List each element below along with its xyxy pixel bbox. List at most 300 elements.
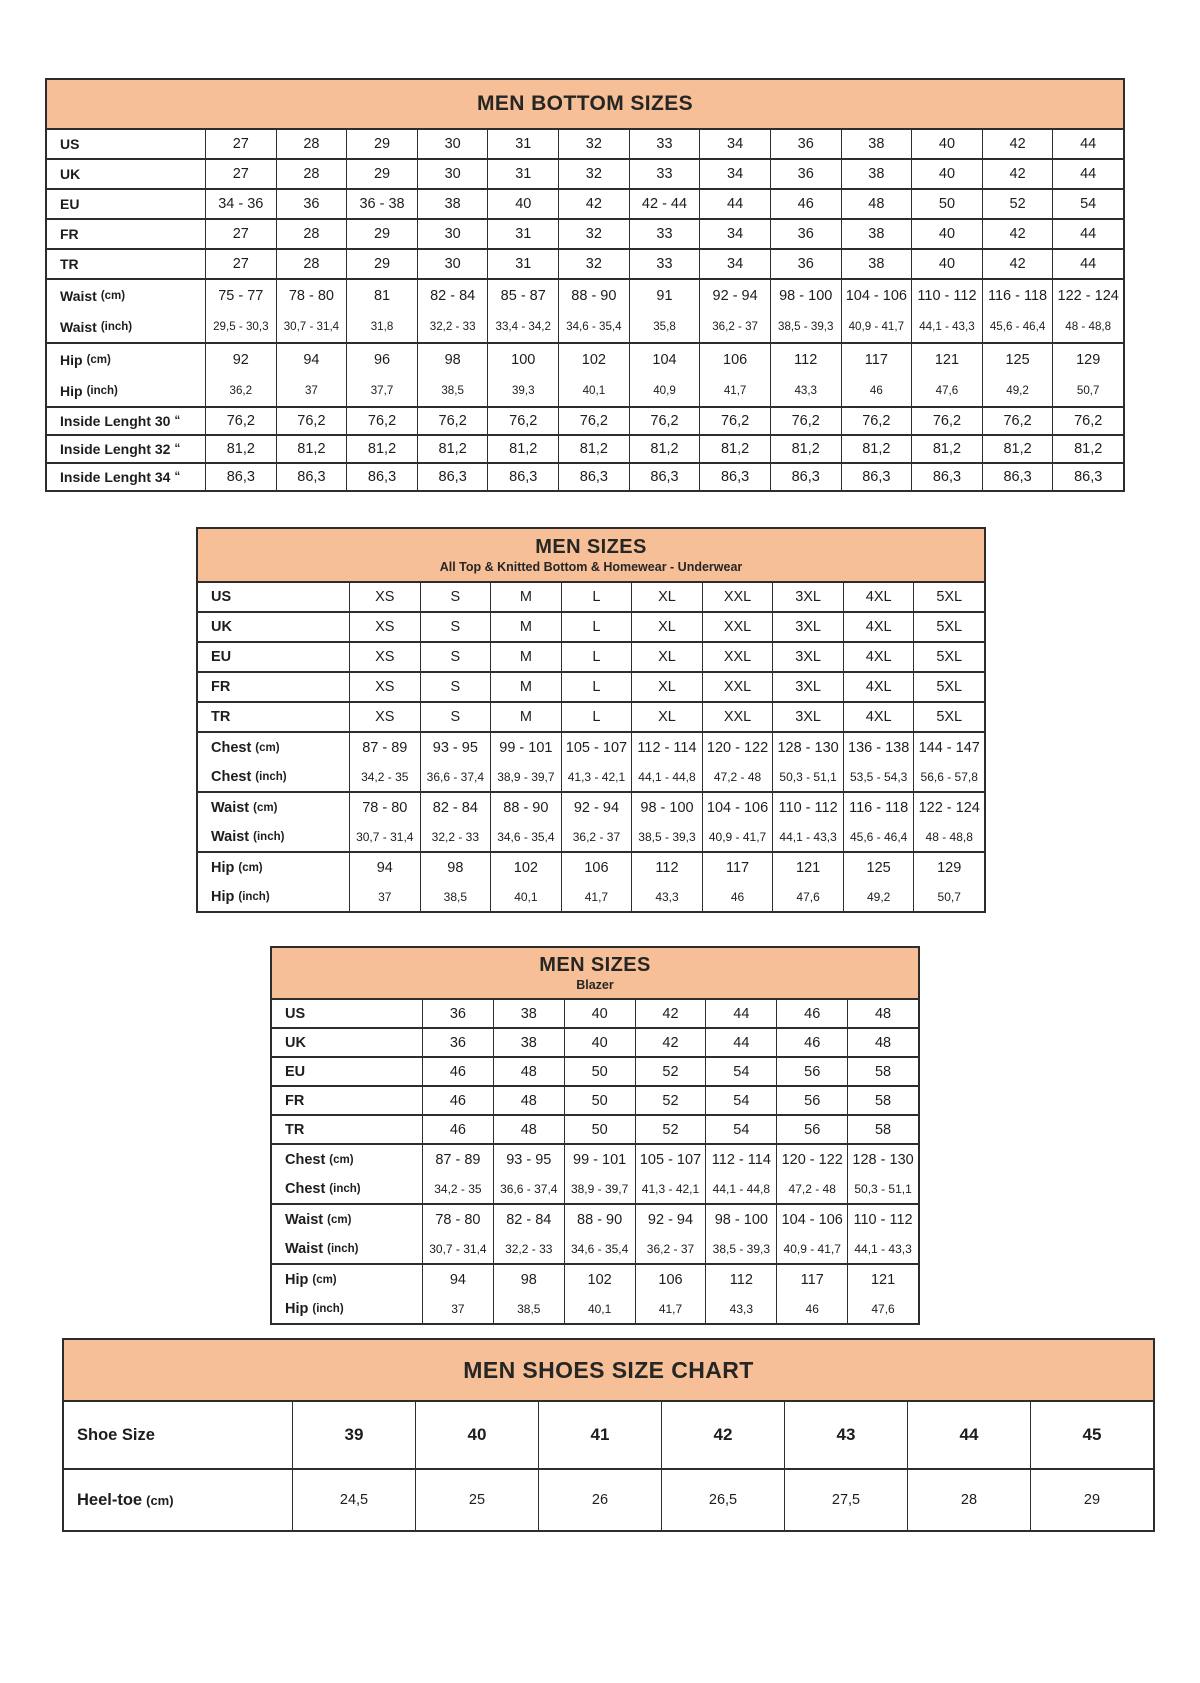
value-cell: 30: [417, 160, 488, 188]
value-cell: XS: [349, 613, 420, 641]
value-cell: 76,2: [276, 408, 347, 434]
value-cell: 136 - 138: [843, 733, 914, 762]
value-cell: 32,2 - 33: [417, 311, 488, 342]
value-cell: 46: [770, 190, 841, 218]
value-cell: 88 - 90: [558, 280, 629, 311]
row-label-text: FR: [211, 679, 231, 695]
men-sizes-blazer-header: [272, 948, 918, 1000]
table-section: [272, 1085, 918, 1114]
row-label-text: US: [285, 1005, 306, 1022]
value-cell: 47,2 - 48: [702, 762, 773, 791]
value-cell: 81: [346, 280, 417, 311]
row-label-text: EU: [211, 649, 232, 665]
value-cell: 43,3: [705, 1294, 776, 1323]
value-cell: 46: [422, 1116, 493, 1143]
value-cell: 3XL: [772, 643, 843, 671]
value-cell: 37: [349, 882, 420, 911]
value-cell: 26: [538, 1470, 661, 1530]
value-cell: XXL: [702, 643, 773, 671]
row-label-text: FR: [60, 226, 79, 242]
row-label: [198, 793, 349, 822]
row-label: [47, 344, 205, 375]
value-cell: XL: [631, 643, 702, 671]
value-cell: 82 - 84: [420, 793, 491, 822]
value-cell: 36: [770, 220, 841, 248]
row-label: [198, 703, 349, 731]
value-cell: 38,5 - 39,3: [631, 822, 702, 851]
value-cell: 26,5: [661, 1470, 784, 1530]
value-cell: 44,1 - 44,8: [705, 1174, 776, 1203]
value-cell: 116 - 118: [982, 280, 1053, 311]
value-cell: 54: [705, 1087, 776, 1114]
value-cell: 85 - 87: [487, 280, 558, 311]
value-cell: 46: [702, 882, 773, 911]
table-row: [198, 583, 984, 611]
table-title: MEN BOTTOM SIZES: [476, 92, 694, 115]
row-label-unit: (cm): [146, 1492, 174, 1508]
value-cell: 44,1 - 43,3: [847, 1234, 918, 1263]
row-label-text: Hip: [60, 382, 83, 399]
row-label: [272, 1145, 422, 1174]
value-cell: 5XL: [913, 643, 984, 671]
row-label-unit: (inch): [253, 830, 285, 843]
value-cell: 81,2: [629, 436, 700, 462]
row-label-text: Waist: [285, 1211, 324, 1228]
table-section: [272, 1203, 918, 1263]
row-label: [47, 190, 205, 218]
value-cell: L: [561, 703, 632, 731]
value-cell: 98 - 100: [705, 1205, 776, 1234]
value-cell: 44,1 - 43,3: [911, 311, 982, 342]
value-cell: 52: [635, 1116, 706, 1143]
value-cell: 42: [982, 130, 1053, 158]
row-label-text: EU: [285, 1063, 306, 1080]
value-cell: S: [420, 673, 491, 701]
value-cell: 37,7: [346, 375, 417, 406]
value-cell: 81,2: [276, 436, 347, 462]
value-cell: 32: [558, 160, 629, 188]
value-cell: 52: [635, 1058, 706, 1085]
value-cell: 99 - 101: [564, 1145, 635, 1174]
value-cell: 43,3: [631, 882, 702, 911]
row-label: [272, 1087, 422, 1114]
value-cell: 36,2 - 37: [699, 311, 770, 342]
value-cell: 36: [276, 190, 347, 218]
value-cell: 50: [564, 1116, 635, 1143]
row-label-text: TR: [211, 709, 231, 725]
value-cell: 32,2 - 33: [420, 822, 491, 851]
row-label-text: Chest: [211, 768, 252, 785]
row-label: [198, 643, 349, 671]
value-cell: 41,7: [699, 375, 770, 406]
table-section: [198, 701, 984, 731]
value-cell: 29: [346, 130, 417, 158]
value-cell: 78 - 80: [349, 793, 420, 822]
table-row: [47, 280, 1123, 311]
row-label-unit: (inch): [255, 770, 287, 783]
table-section: [272, 1143, 918, 1203]
value-cell: 27: [205, 250, 276, 278]
row-label-text: Waist: [211, 828, 250, 845]
value-cell: 81,2: [417, 436, 488, 462]
men-sizes-blazer-table: [270, 946, 920, 1325]
value-cell: 81,2: [1052, 436, 1123, 462]
value-cell: XS: [349, 643, 420, 671]
value-cell: 40,9 - 41,7: [776, 1234, 847, 1263]
value-cell: 76,2: [841, 408, 912, 434]
value-cell: 58: [847, 1058, 918, 1085]
table-section: [64, 1468, 1153, 1530]
table-section: [198, 671, 984, 701]
row-label-text: Hip: [285, 1271, 309, 1288]
value-cell: 98 - 100: [770, 280, 841, 311]
value-cell: 86,3: [417, 464, 488, 490]
table-section: [272, 1027, 918, 1056]
row-label: [272, 1294, 422, 1323]
value-cell: 48: [847, 1029, 918, 1056]
value-cell: 46: [422, 1087, 493, 1114]
value-cell: 110 - 112: [847, 1205, 918, 1234]
value-cell: 81,2: [699, 436, 770, 462]
value-cell: XXL: [702, 703, 773, 731]
value-cell: 42: [635, 1000, 706, 1027]
value-cell: 110 - 112: [911, 280, 982, 311]
value-cell: 56: [776, 1087, 847, 1114]
value-cell: 42: [661, 1402, 784, 1468]
value-cell: 38,5 - 39,3: [770, 311, 841, 342]
value-cell: 47,6: [911, 375, 982, 406]
row-label: [272, 1058, 422, 1085]
row-label-unit: (cm): [86, 353, 111, 366]
value-cell: 40: [911, 250, 982, 278]
value-cell: 121: [772, 853, 843, 882]
value-cell: 34,6 - 35,4: [558, 311, 629, 342]
value-cell: 44: [705, 1000, 776, 1027]
value-cell: 54: [1052, 190, 1123, 218]
value-cell: XL: [631, 673, 702, 701]
value-cell: 78 - 80: [422, 1205, 493, 1234]
value-cell: 46: [776, 1029, 847, 1056]
table-row: [198, 703, 984, 731]
value-cell: 76,2: [346, 408, 417, 434]
table-row: [272, 1265, 918, 1294]
value-cell: 31: [487, 250, 558, 278]
row-label-unit: (inch): [238, 890, 270, 903]
row-label: [272, 1205, 422, 1234]
value-cell: 30: [417, 130, 488, 158]
value-cell: 38: [493, 1000, 564, 1027]
row-label-text: Chest: [285, 1151, 326, 1168]
row-label-text: Hip: [211, 859, 235, 876]
value-cell: 56: [776, 1058, 847, 1085]
value-cell: M: [490, 643, 561, 671]
row-label: [47, 408, 205, 434]
table-section: [198, 851, 984, 911]
row-label-text: Hip: [211, 888, 235, 905]
row-label-unit: (cm): [253, 801, 278, 814]
value-cell: 36,2 - 37: [561, 822, 632, 851]
table-section: [272, 1114, 918, 1143]
value-cell: 38: [841, 220, 912, 248]
value-cell: 48 - 48,8: [1052, 311, 1123, 342]
table-row: [47, 311, 1123, 342]
value-cell: 31: [487, 160, 558, 188]
value-cell: 40,9: [629, 375, 700, 406]
value-cell: 47,2 - 48: [776, 1174, 847, 1203]
value-cell: 125: [843, 853, 914, 882]
row-label-unit: (inch): [327, 1242, 359, 1255]
value-cell: 4XL: [843, 643, 914, 671]
row-label-text: TR: [285, 1121, 305, 1138]
value-cell: 48: [841, 190, 912, 218]
value-cell: 29,5 - 30,3: [205, 311, 276, 342]
value-cell: 86,3: [629, 464, 700, 490]
value-cell: 5XL: [913, 673, 984, 701]
value-cell: 87 - 89: [349, 733, 420, 762]
value-cell: 52: [982, 190, 1053, 218]
value-cell: 42: [635, 1029, 706, 1056]
table-row: [47, 408, 1123, 434]
value-cell: 76,2: [629, 408, 700, 434]
value-cell: 106: [561, 853, 632, 882]
row-label: [47, 220, 205, 248]
value-cell: M: [490, 673, 561, 701]
value-cell: 38: [841, 130, 912, 158]
value-cell: 92 - 94: [699, 280, 770, 311]
table-section: [272, 1056, 918, 1085]
value-cell: 86,3: [841, 464, 912, 490]
table-row: [198, 733, 984, 762]
value-cell: 112 - 114: [631, 733, 702, 762]
value-cell: 76,2: [911, 408, 982, 434]
table-row: [47, 190, 1123, 218]
value-cell: 34: [699, 250, 770, 278]
table-row: [47, 375, 1123, 406]
value-cell: 27: [205, 220, 276, 248]
value-cell: 49,2: [843, 882, 914, 911]
value-cell: 47,6: [772, 882, 843, 911]
value-cell: 49,2: [982, 375, 1053, 406]
value-cell: S: [420, 583, 491, 611]
value-cell: 86,3: [346, 464, 417, 490]
value-cell: 76,2: [558, 408, 629, 434]
value-cell: 102: [558, 344, 629, 375]
value-cell: 92 - 94: [561, 793, 632, 822]
row-label-unit: (inch): [100, 320, 133, 333]
value-cell: 30: [417, 250, 488, 278]
table-row: [272, 1205, 918, 1234]
men-sizes-tops-table: [196, 527, 986, 913]
value-cell: 44: [907, 1402, 1030, 1468]
value-cell: 105 - 107: [561, 733, 632, 762]
row-label: [47, 375, 205, 406]
row-label-text: Waist: [211, 799, 250, 816]
row-label-text: US: [60, 136, 80, 152]
value-cell: S: [420, 643, 491, 671]
row-label: [198, 882, 349, 911]
value-cell: XL: [631, 613, 702, 641]
row-label-text: US: [211, 589, 232, 605]
value-cell: 82 - 84: [493, 1205, 564, 1234]
value-cell: 120 - 122: [776, 1145, 847, 1174]
row-label-text: Waist: [60, 287, 97, 304]
value-cell: 45,6 - 46,4: [843, 822, 914, 851]
table-row: [64, 1470, 1153, 1530]
value-cell: 81,2: [487, 436, 558, 462]
value-cell: 40,1: [558, 375, 629, 406]
row-label: [198, 673, 349, 701]
value-cell: 110 - 112: [772, 793, 843, 822]
value-cell: 117: [702, 853, 773, 882]
value-cell: 36: [770, 250, 841, 278]
value-cell: 34: [699, 160, 770, 188]
value-cell: 38,5: [417, 375, 488, 406]
value-cell: 4XL: [843, 613, 914, 641]
value-cell: 88 - 90: [490, 793, 561, 822]
value-cell: 86,3: [982, 464, 1053, 490]
row-label-unit: (cm): [312, 1273, 337, 1286]
value-cell: 40,1: [490, 882, 561, 911]
value-cell: 29: [1030, 1470, 1153, 1530]
value-cell: 81,2: [770, 436, 841, 462]
value-cell: 94: [349, 853, 420, 882]
value-cell: 50,3 - 51,1: [772, 762, 843, 791]
value-cell: 47,6: [847, 1294, 918, 1323]
row-label-text: UK: [60, 166, 81, 182]
row-label: [272, 1000, 422, 1027]
value-cell: XS: [349, 673, 420, 701]
value-cell: 3XL: [772, 703, 843, 731]
table-row: [272, 1145, 918, 1174]
value-cell: 120 - 122: [702, 733, 773, 762]
value-cell: 112: [705, 1265, 776, 1294]
row-label-text: Chest: [285, 1180, 326, 1197]
value-cell: 81,2: [911, 436, 982, 462]
table-section: [198, 731, 984, 791]
value-cell: S: [420, 613, 491, 641]
table-section: [47, 406, 1123, 434]
value-cell: 129: [1052, 344, 1123, 375]
table-section: [47, 342, 1123, 406]
table-title: MEN SHOES SIZE CHART: [463, 1356, 754, 1383]
row-label-text: Inside Lenght 30: [60, 413, 171, 429]
men-shoes-size-body: [64, 1402, 1153, 1530]
value-cell: 32: [558, 250, 629, 278]
value-cell: 94: [422, 1265, 493, 1294]
table-row: [198, 822, 984, 851]
value-cell: 104 - 106: [776, 1205, 847, 1234]
value-cell: 35,8: [629, 311, 700, 342]
value-cell: 76,2: [699, 408, 770, 434]
value-cell: 50: [911, 190, 982, 218]
men-sizes-blazer-body: [272, 1000, 918, 1323]
row-label-text: Inside Lenght 34: [60, 469, 171, 485]
value-cell: 5XL: [913, 583, 984, 611]
value-cell: 44: [705, 1029, 776, 1056]
value-cell: 34 - 36: [205, 190, 276, 218]
value-cell: 81,2: [558, 436, 629, 462]
value-cell: 28: [276, 220, 347, 248]
value-cell: 99 - 101: [490, 733, 561, 762]
value-cell: 121: [847, 1265, 918, 1294]
value-cell: 40: [911, 220, 982, 248]
value-cell: 36: [770, 130, 841, 158]
value-cell: 36,6 - 37,4: [420, 762, 491, 791]
row-label-unit: (inch): [312, 1302, 344, 1315]
value-cell: 102: [490, 853, 561, 882]
value-cell: XXL: [702, 613, 773, 641]
row-label: [47, 311, 205, 342]
value-cell: 93 - 95: [420, 733, 491, 762]
value-cell: 40: [911, 160, 982, 188]
value-cell: 106: [635, 1265, 706, 1294]
value-cell: 5XL: [913, 703, 984, 731]
value-cell: 48: [493, 1116, 564, 1143]
value-cell: 42 - 44: [629, 190, 700, 218]
value-cell: 58: [847, 1116, 918, 1143]
value-cell: 117: [841, 344, 912, 375]
value-cell: 41,7: [635, 1294, 706, 1323]
value-cell: 44,1 - 43,3: [772, 822, 843, 851]
value-cell: 34: [699, 220, 770, 248]
row-label-text: TR: [60, 256, 79, 272]
value-cell: 76,2: [417, 408, 488, 434]
value-cell: 82 - 84: [417, 280, 488, 311]
row-label: [272, 1116, 422, 1143]
value-cell: 28: [276, 160, 347, 188]
value-cell: 76,2: [770, 408, 841, 434]
row-label-text: Shoe Size: [77, 1425, 155, 1444]
value-cell: 30,7 - 31,4: [276, 311, 347, 342]
value-cell: 25: [415, 1470, 538, 1530]
value-cell: XS: [349, 703, 420, 731]
value-cell: 44: [1052, 250, 1123, 278]
value-cell: 46: [841, 375, 912, 406]
table-section: [47, 130, 1123, 158]
table-row: [272, 1116, 918, 1143]
value-cell: 30: [417, 220, 488, 248]
table-section: [198, 611, 984, 641]
table-row: [272, 1029, 918, 1056]
value-cell: 44,1 - 44,8: [631, 762, 702, 791]
value-cell: 36: [770, 160, 841, 188]
value-cell: 33,4 - 34,2: [487, 311, 558, 342]
table-section: [198, 641, 984, 671]
value-cell: 37: [276, 375, 347, 406]
row-label: [47, 160, 205, 188]
value-cell: 38: [417, 190, 488, 218]
value-cell: 45: [1030, 1402, 1153, 1468]
value-cell: 40: [415, 1402, 538, 1468]
table-row: [47, 464, 1123, 490]
value-cell: 41,3 - 42,1: [635, 1174, 706, 1203]
row-label-unit: “: [174, 471, 181, 483]
value-cell: 44: [1052, 160, 1123, 188]
value-cell: 125: [982, 344, 1053, 375]
table-row: [198, 882, 984, 911]
value-cell: 117: [776, 1265, 847, 1294]
value-cell: 56,6 - 57,8: [913, 762, 984, 791]
value-cell: 33: [629, 250, 700, 278]
value-cell: 40,9 - 41,7: [702, 822, 773, 851]
value-cell: 42: [982, 220, 1053, 248]
value-cell: 98: [417, 344, 488, 375]
men-bottom-sizes-table: [45, 78, 1125, 492]
value-cell: 43: [784, 1402, 907, 1468]
table-section: [64, 1402, 1153, 1468]
table-row: [47, 130, 1123, 158]
value-cell: 104: [629, 344, 700, 375]
